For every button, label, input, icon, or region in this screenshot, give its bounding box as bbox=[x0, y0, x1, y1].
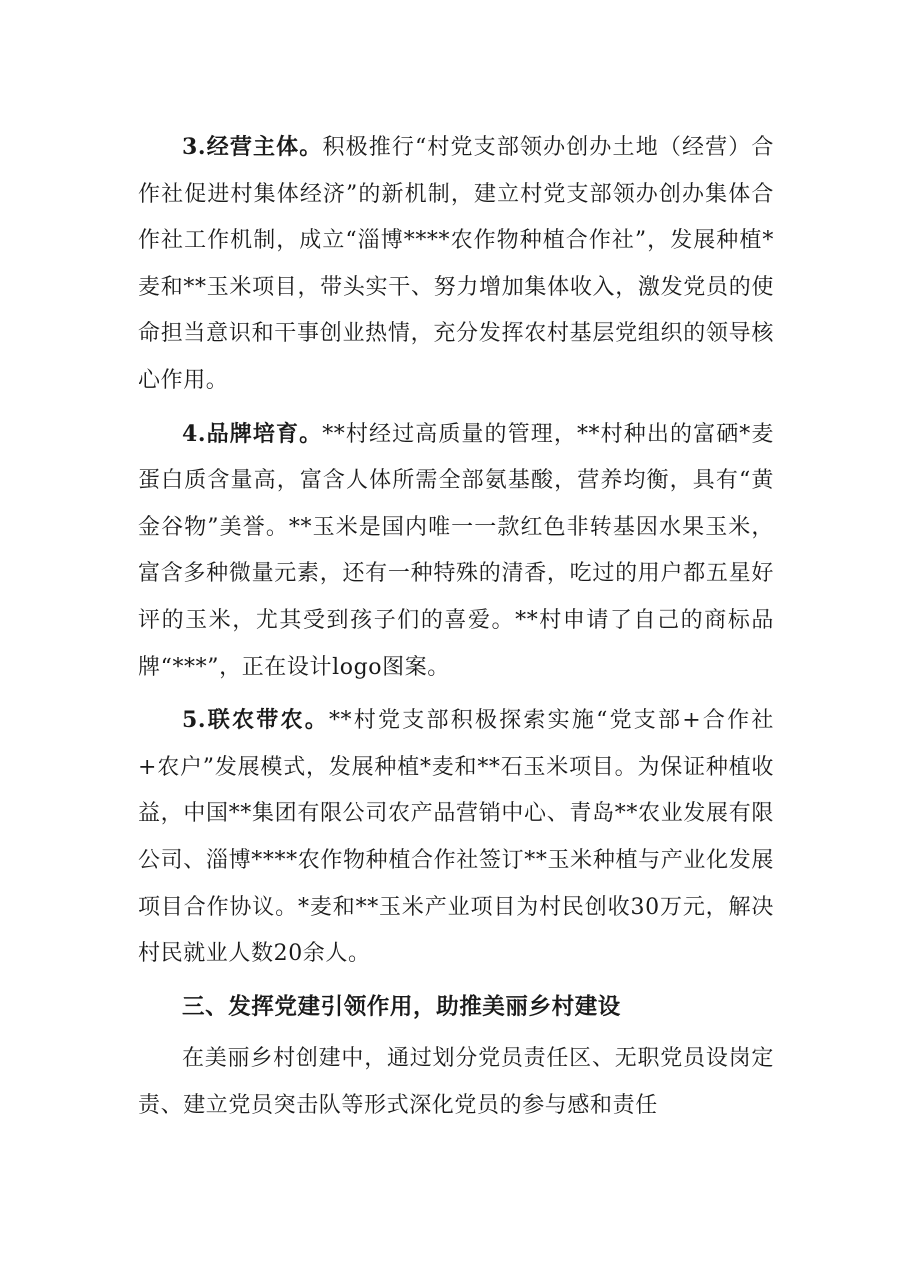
paragraph-lead: 3.经营主体。 bbox=[182, 134, 323, 160]
paragraph-text: **村党支部积极探索实施“党支部+合作社+农户”发展模式，发展种植*麦和**石玉米项目。为保证种植收益，中国**集团有限公司农产品营销中心、青岛**农业发展有限公司、淄博****农作物种植合作社签订**玉米种植与产业化发展项目合作协议。*麦和**玉米产业项目为村民创收30万元，解决村民就业人数20余人。 bbox=[138, 708, 774, 967]
document-body bbox=[138, 124, 774, 1129]
paragraph-farmer-linkage bbox=[138, 697, 774, 978]
paragraph-text: **村经过高质量的管理，**村种出的富硒*麦蛋白质含量高，富含人体所需全部氨基酸，营养均衡，具有“黄金谷物”美誉。**玉米是国内唯一一款红色非转基因水果玉米，富含多种微量元素，还有一种特殊的清香，吃过的用户都五星好评的玉米，尤其受到孩子们的喜爱。**村申请了自己的商标品牌“***”，正在设计logo图案。 bbox=[138, 421, 774, 680]
paragraph-business-entity bbox=[138, 124, 774, 405]
section-heading: 三、发挥党建引领作用，助推美丽乡村建设 bbox=[182, 993, 621, 1020]
paragraph-text: 积极推行“村党支部领办创办土地（经营）合作社促进村集体经济”的新机制，建立村党支部领办创办集体合作社工作机制，成立“淄博****农作物种植合作社”，发展种植*麦和**玉米项目，带头实干、努力增加集体收入，激发党员的使命担当意识和干事创业热情，充分发挥农村基层党组织的领导核心作用。 bbox=[138, 135, 775, 393]
paragraph-closing: 在美丽乡村创建中，通过划分党员责任区、无职党员设岗定责、建立党员突击队等形式深化党员的参与感和责任 bbox=[138, 1046, 774, 1118]
paragraph-lead: 5.联农带农。 bbox=[182, 707, 329, 734]
paragraph-brand-cultivation bbox=[138, 411, 774, 692]
paragraph-lead: 4.品牌培育。 bbox=[182, 420, 323, 447]
